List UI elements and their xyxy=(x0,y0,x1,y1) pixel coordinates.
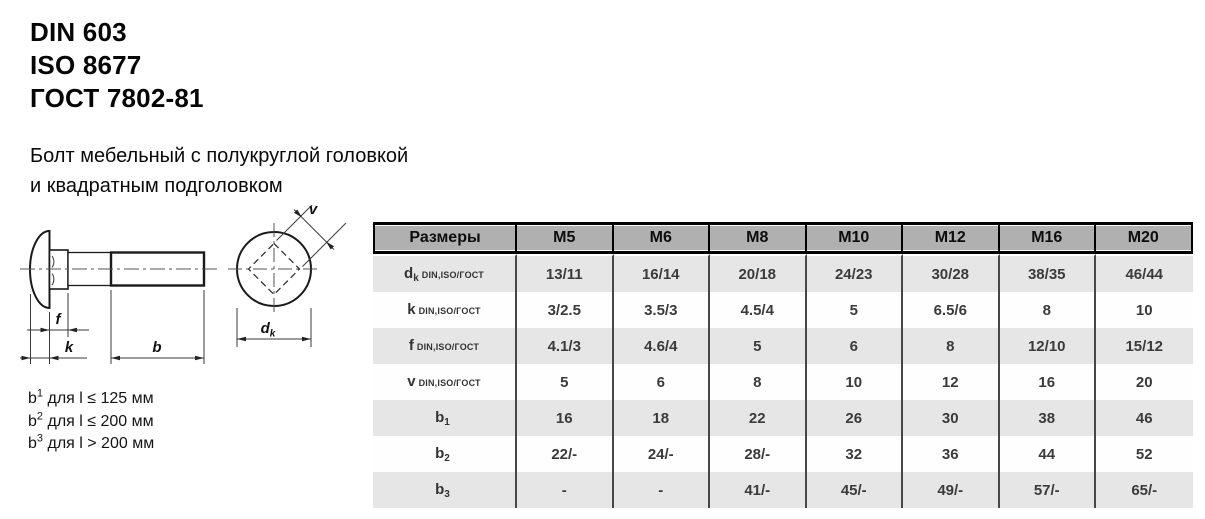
cell: 46/44 xyxy=(1096,254,1193,292)
row-label: $d_k$ DIN,ISO/ГОСТ xyxy=(373,254,517,292)
description-line-2: и квадратным подголовком xyxy=(30,175,283,197)
cell: 6 xyxy=(807,328,904,364)
bolt-drawing xyxy=(10,205,370,380)
cell: 10 xyxy=(807,364,904,400)
product-description xyxy=(30,141,408,201)
header-cell-m6: M6 xyxy=(614,222,711,254)
cell: 4.6/4 xyxy=(614,328,711,364)
cell: 38/35 xyxy=(1000,254,1097,292)
cell: 8 xyxy=(710,364,807,400)
header-cell-m16: M16 xyxy=(1000,222,1097,254)
cell: 5 xyxy=(517,364,614,400)
dimension-label-f: f xyxy=(55,311,61,328)
standards-block xyxy=(30,16,204,115)
table-row-dk xyxy=(373,254,1193,292)
cell: 28/- xyxy=(710,436,807,472)
cell: 30/28 xyxy=(903,254,1000,292)
table-row-k xyxy=(373,292,1193,328)
cell: 16 xyxy=(517,400,614,436)
description-line-1: Болт мебельный с полукруглой головкой xyxy=(30,145,409,167)
bolt-side-view xyxy=(20,231,217,364)
cell: 22/- xyxy=(517,436,614,472)
cell: 13/11 xyxy=(517,254,614,292)
row-label: $b_3$ xyxy=(373,472,517,508)
cell: 22 xyxy=(710,400,807,436)
header-cell-m20: M20 xyxy=(1096,222,1193,254)
cell: - xyxy=(614,472,711,508)
row-label: f DIN,ISO/ГОСТ xyxy=(373,328,517,364)
standard-iso: ISO 8677 xyxy=(30,50,142,80)
cell: 57/- xyxy=(1000,472,1097,508)
cell: 38 xyxy=(1000,400,1097,436)
dimension-label-dk: $d_k$ xyxy=(260,320,276,340)
cell: 3/2.5 xyxy=(517,292,614,328)
footnotes xyxy=(28,388,154,456)
dimension-label-k: k xyxy=(64,339,74,356)
cell: 16/14 xyxy=(614,254,711,292)
table-row-f xyxy=(373,328,1193,364)
cell: 41/- xyxy=(710,472,807,508)
header-cell-m5: M5 xyxy=(517,222,614,254)
row-label: $b_1$ xyxy=(373,400,517,436)
cell: 20/18 xyxy=(710,254,807,292)
cell: 20 xyxy=(1096,364,1193,400)
dimensions-table xyxy=(373,222,1193,508)
cell: 8 xyxy=(903,328,1000,364)
note-line-1: $b^1$ для l ≤ 125 мм xyxy=(28,387,154,407)
cell: 16 xyxy=(1000,364,1097,400)
cell: 8 xyxy=(1000,292,1097,328)
cell: 24/23 xyxy=(807,254,904,292)
dimension-label-b: b xyxy=(152,339,162,356)
cell: 15/12 xyxy=(1096,328,1193,364)
row-label: k DIN,ISO/ГОСТ xyxy=(373,292,517,328)
dimension-label-v: v xyxy=(308,205,318,218)
cell: 24/- xyxy=(614,436,711,472)
cell: 5 xyxy=(710,328,807,364)
cell: 6 xyxy=(614,364,711,400)
cell: 26 xyxy=(807,400,904,436)
cell: 4.1/3 xyxy=(517,328,614,364)
table-row-b1 xyxy=(373,400,1193,436)
cell: 30 xyxy=(903,400,1000,436)
cell: - xyxy=(517,472,614,508)
cell: 49/- xyxy=(903,472,1000,508)
standard-din: DIN 603 xyxy=(30,17,127,47)
cell: 32 xyxy=(807,436,904,472)
header-cell-m8: M8 xyxy=(710,222,807,254)
cell: 10 xyxy=(1096,292,1193,328)
note-line-3: $b^3$ для l > 200 мм xyxy=(28,432,155,452)
cell: 4.5/4 xyxy=(710,292,807,328)
cell: 44 xyxy=(1000,436,1097,472)
cell: 12 xyxy=(903,364,1000,400)
dimension-arrows xyxy=(22,328,205,361)
cell: 65/- xyxy=(1096,472,1193,508)
row-label: $b_2$ xyxy=(373,436,517,472)
header-cell-m10: M10 xyxy=(807,222,904,254)
table-row-v xyxy=(373,364,1193,400)
table-row-b2 xyxy=(373,436,1193,472)
header-cell-sizes: Размеры xyxy=(373,222,517,254)
cell: 18 xyxy=(614,400,711,436)
cell: 36 xyxy=(903,436,1000,472)
row-label: v DIN,ISO/ГОСТ xyxy=(373,364,517,400)
bolt-front-view xyxy=(228,205,346,347)
cell: 3.5/3 xyxy=(614,292,711,328)
standard-gost: ГОСТ 7802-81 xyxy=(30,83,204,113)
header-cell-m12: M12 xyxy=(903,222,1000,254)
note-line-2: $b^2$ для l ≤ 200 мм xyxy=(28,410,154,430)
cell: 45/- xyxy=(807,472,904,508)
cell: 5 xyxy=(807,292,904,328)
cell: 6.5/6 xyxy=(903,292,1000,328)
cell: 12/10 xyxy=(1000,328,1097,364)
table-row-b3 xyxy=(373,472,1193,508)
crosshair-lines xyxy=(228,223,320,315)
cell: 46 xyxy=(1096,400,1193,436)
cell: 52 xyxy=(1096,436,1193,472)
table-header-row xyxy=(373,222,1193,254)
